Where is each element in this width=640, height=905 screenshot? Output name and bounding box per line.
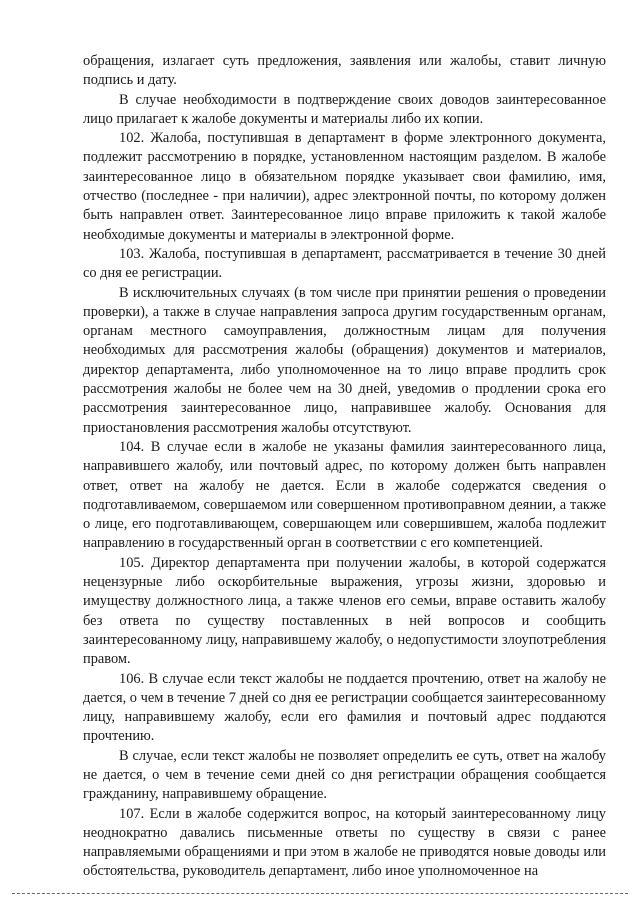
paragraph-103: 103. Жалоба, поступившая в департамент, рассматривается в течение 30 дней со дня ее регистрации. bbox=[83, 245, 606, 282]
document-body bbox=[83, 52, 606, 882]
scan-edge-line bbox=[12, 893, 628, 894]
paragraph-107: 107. Если в жалобе содержится вопрос, на который заинтересованному лицу неоднократно давались письменные ответы по существу в связи с ранее направляемыми обращениями и при этом в жалобе не приводятся новые доводы или обстоятельства, руководитель департамент, либо иное уполномоченное на bbox=[83, 805, 606, 880]
paragraph-exceptional-cases: В исключительных случаях (в том числе при принятии решения о проведении проверки), а также в случае направления запроса другим государственным органам, органам местного самоуправления, должностным лицам для получения необходимых для рассмотрения жалобы (обращения) документов и материалов, директор департамента, либо уполномоченное на то лицо вправе продлить срок рассмотрения жалобы не более чем на 30 дней, уведомив о продлении срока его рассмотрения заинтересованное лицо, направившее жалобу. Основания для приостановления рассмотрения жалобы отсутствуют. bbox=[83, 284, 606, 436]
paragraph-attachments: В случае необходимости в подтверждение своих доводов заинтересованное лицо прилагает к жалобе документы и материалы либо их копии. bbox=[83, 91, 606, 127]
paragraph-106: 106. В случае если текст жалобы не поддается прочтению, ответ на жалобу не дается, о чем в течение 7 дней со дня ее регистрации сообщается заинтересованному лицу, направившему жалобу, если его фамилия и почтовый адрес поддаются прочтению. bbox=[83, 670, 606, 745]
paragraph-104: 104. В случае если в жалобе не указаны фамилия заинтересованного лица, направившего жалобу, или почтовый адрес, по которому должен быть направлен ответ, ответ на жалобу не дается. Если в жалобе содержатся сведения о подготавливаемом, совершаемом или совершенном противоправном деянии, а также о лице, его подготавливающем, совершающем или совершившем, жалоба подлежит направлению в государственный орган в соответствии с его компетенцией. bbox=[83, 438, 606, 552]
paragraph-105: 105. Директор департамента при получении жалобы, в которой содержатся нецензурные либо оскорбительные выражения, угрозы жизни, здоровью и имуществу должностного лица, а также членов его семьи, вправе оставить жалобу без ответа по существу поставленных в ней вопросов и сообщить заинтересованному лицу, направившему жалобу, о недопустимости злоупотребления правом. bbox=[83, 554, 606, 668]
paragraph-unclear-text: В случае, если текст жалобы не позволяет определить ее суть, ответ на жалобу не дается, о чем в течение семи дней со дня регистрации обращения сообщается гражданину, направившему обращение. bbox=[83, 747, 606, 803]
paragraph-continuation: обращения, излагает суть предложения, заявления или жалобы, ставит личную подпись и дату. bbox=[83, 53, 606, 89]
paragraph-102: 102. Жалоба, поступившая в департамент в форме электронного документа, подлежит рассмотрению в порядке, установленном настоящим разделом. В жалобе заинтересованное лицо в обязательном порядке указывает свои фамилию, имя, отчество (последнее - при наличии), адрес электронной почты, по которому должен быть направлен ответ. Заинтересованное лицо вправе приложить к такой жалобе необходимые документы и материалы в электронной форме. bbox=[83, 130, 606, 243]
